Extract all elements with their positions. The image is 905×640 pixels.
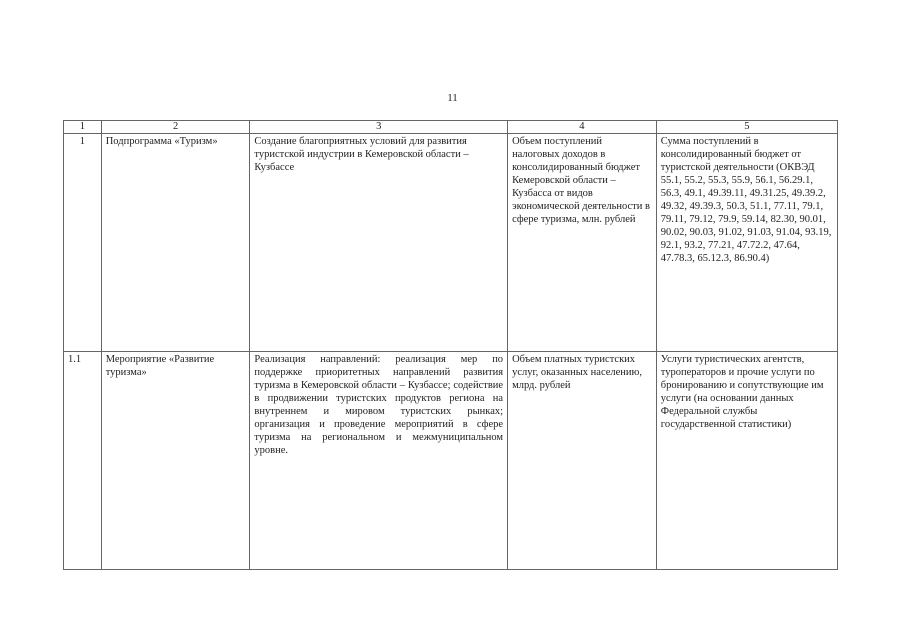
header-cell: 2 xyxy=(101,121,250,134)
indicator-name: Объем поступлений налоговых доходов в консолидированный бюджет Кемеровской области – Кузбасса от видов экономической деятельности в сфере туризма, млн. рублей xyxy=(508,134,657,352)
header-cell: 3 xyxy=(250,121,508,134)
table-row xyxy=(64,134,838,352)
indicator-source: Сумма поступлений в консолидированный бюджет от туристской деятельности (ОКВЭД 55.1, 55.2, 55.3, 55.9, 56.1, 56.29.1, 56.3, 49.1, 49.39.11, 49.31.25, 49.39.2, 49.32, 49.39.3, 50.3, 51.1, 77.11, 79.1, 79.11, 79.12, 79.9, 59.14, 82.30, 90.01, 90.02, 90.03, 91.02, 91.03, 91.04, 93.19, 92.1, 93.2, 77.21, 47.72.2, 47.64, 47.78.3, 65.12.3, 86.90.4) xyxy=(656,134,837,352)
indicator-name: Объем платных туристских услуг, оказанных населению, млрд. рублей xyxy=(508,352,657,570)
row-number: 1 xyxy=(64,134,102,352)
header-cell: 1 xyxy=(64,121,102,134)
header-cell: 5 xyxy=(656,121,837,134)
program-description: Создание благоприятных условий для развития туристской индустрии в Кемеровской области – Кузбассе xyxy=(250,134,508,352)
program-name: Подпрограмма «Туризм» xyxy=(101,134,250,352)
row-number: 1.1 xyxy=(64,352,102,570)
table-row xyxy=(64,352,838,570)
page-number: 11 xyxy=(447,92,458,104)
program-description: Реализация направлений: реализация мер по поддержке приоритетных направлений развития туризма в Кемеровской области – Кузбассе; содействие в продвижении туристских продуктов региона на внутреннем и мировом туристских рынках; организация и проведение мероприятий в сфере туризма на региональном и межмуниципальном уровне. xyxy=(250,352,508,570)
program-name: Мероприятие «Развитие туризма» xyxy=(101,352,250,570)
table-header-row xyxy=(64,121,838,134)
program-table xyxy=(63,120,838,570)
header-cell: 4 xyxy=(508,121,657,134)
indicator-source: Услуги туристических агентств, туроператоров и прочие услуги по бронированию и сопутствующие им услуги (на основании данных Федеральной службы государственной статистики) xyxy=(656,352,837,570)
